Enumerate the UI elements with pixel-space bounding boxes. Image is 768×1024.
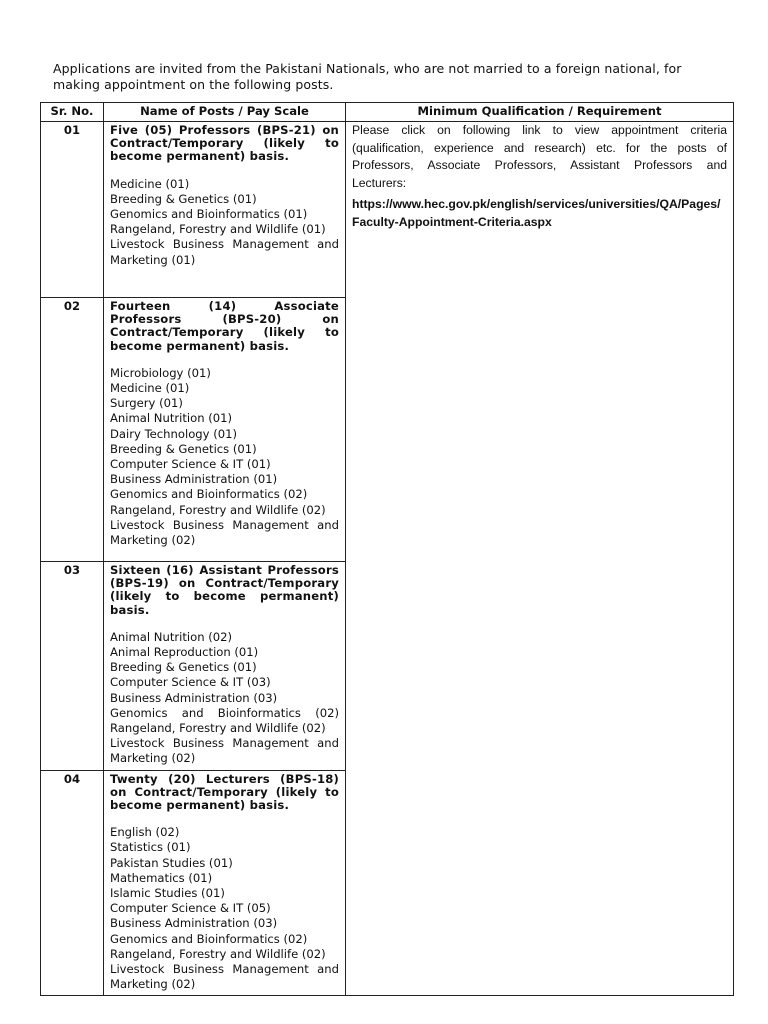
discipline-item: Breeding & Genetics (01): [110, 660, 257, 675]
discipline-item: Computer Science & IT (01): [110, 457, 271, 472]
discipline-item: Genomics and Bioinformatics (01): [110, 207, 308, 222]
discipline-item: Animal Nutrition (02): [110, 629, 233, 644]
discipline-item: Marketing (02): [110, 533, 196, 548]
discipline-item: Medicine (01): [110, 176, 190, 191]
criteria-link[interactable]: https://www.hec.gov.pk/english/services/universities/QA/Pages/Faculty-Appointment-Criteria.aspx: [352, 197, 721, 229]
discipline-item: Marketing (02): [110, 751, 196, 766]
post-title: Sixteen (16) Assistant Professors (BPS-19) on Contract/Temporary (likely to become permanent) basis.: [110, 563, 339, 617]
sr-number: 03: [41, 562, 104, 771]
discipline-item: Livestock Business Management and: [110, 517, 339, 532]
post-title: Fourteen (14) Associate Professors (BPS-20) on Contract/Temporary (likely to become permanent) basis.: [110, 299, 339, 353]
intro-paragraph: Applications are invited from the Pakistani Nationals, who are not married to a foreign national, for making appointment on the following posts.: [53, 61, 682, 92]
post-title: Twenty (20) Lecturers (BPS-18) on Contract/Temporary (likely to become permanent) basis.: [110, 771, 339, 813]
discipline-item: Genomics and Bioinformatics (02): [110, 487, 308, 502]
requirement-text: Please click on following link to view appointment criteria (qualification, experience and research) etc. for the posts of Professors, Associate Professors, Assistant Professors and Lecturers:: [352, 123, 727, 190]
discipline-item: Livestock Business Management and: [110, 736, 339, 751]
discipline-item: Genomics and Bioinformatics (02): [110, 705, 339, 720]
header-sr-no: Sr. No.: [41, 103, 104, 122]
discipline-item: Computer Science & IT (05): [110, 901, 271, 916]
discipline-item: Business Administration (03): [110, 916, 278, 931]
discipline-item: Animal Nutrition (01): [110, 411, 233, 426]
discipline-item: Marketing (02): [110, 977, 196, 992]
discipline-item: Rangeland, Forestry and Wildlife (02): [110, 721, 326, 736]
discipline-item: Rangeland, Forestry and Wildlife (01): [110, 222, 326, 237]
post-cell: [104, 122, 346, 298]
table-header-row: [41, 103, 734, 122]
discipline-item: Breeding & Genetics (01): [110, 441, 257, 456]
discipline-item: Marketing (01): [110, 252, 196, 267]
discipline-item: Rangeland, Forestry and Wildlife (02): [110, 502, 326, 517]
discipline-item: Medicine (01): [110, 381, 190, 396]
posts-table: [40, 102, 734, 996]
discipline-item: English (02): [110, 825, 180, 840]
discipline-item: Animal Reproduction (01): [110, 645, 259, 660]
discipline-item: Pakistan Studies (01): [110, 855, 233, 870]
post-cell: [104, 562, 346, 771]
requirement-cell: [346, 122, 734, 996]
discipline-item: Rangeland, Forestry and Wildlife (02): [110, 946, 326, 961]
discipline-item: Islamic Studies (01): [110, 886, 225, 901]
discipline-item: Breeding & Genetics (01): [110, 191, 257, 206]
discipline-item: Microbiology (01): [110, 365, 211, 380]
header-requirement: Minimum Qualification / Requirement: [346, 103, 734, 122]
discipline-item: Livestock Business Management and: [110, 962, 339, 977]
sr-number: 01: [41, 122, 104, 298]
discipline-item: Mathematics (01): [110, 870, 213, 885]
header-post-name: Name of Posts / Pay Scale: [104, 103, 346, 122]
discipline-item: Business Administration (01): [110, 472, 278, 487]
table-row: [41, 122, 734, 298]
discipline-item: Surgery (01): [110, 396, 183, 411]
discipline-item: Statistics (01): [110, 840, 191, 855]
discipline-item: Genomics and Bioinformatics (02): [110, 931, 308, 946]
discipline-item: Computer Science & IT (03): [110, 675, 271, 690]
post-cell: [104, 770, 346, 996]
discipline-item: Dairy Technology (01): [110, 426, 237, 441]
discipline-item: Business Administration (03): [110, 690, 278, 705]
discipline-item: Livestock Business Management and: [110, 237, 339, 252]
sr-number: 02: [41, 298, 104, 562]
post-cell: [104, 298, 346, 562]
sr-number: 04: [41, 770, 104, 996]
post-title: Five (05) Professors (BPS-21) on Contract/Temporary (likely to become permanent) basis.: [110, 123, 339, 164]
